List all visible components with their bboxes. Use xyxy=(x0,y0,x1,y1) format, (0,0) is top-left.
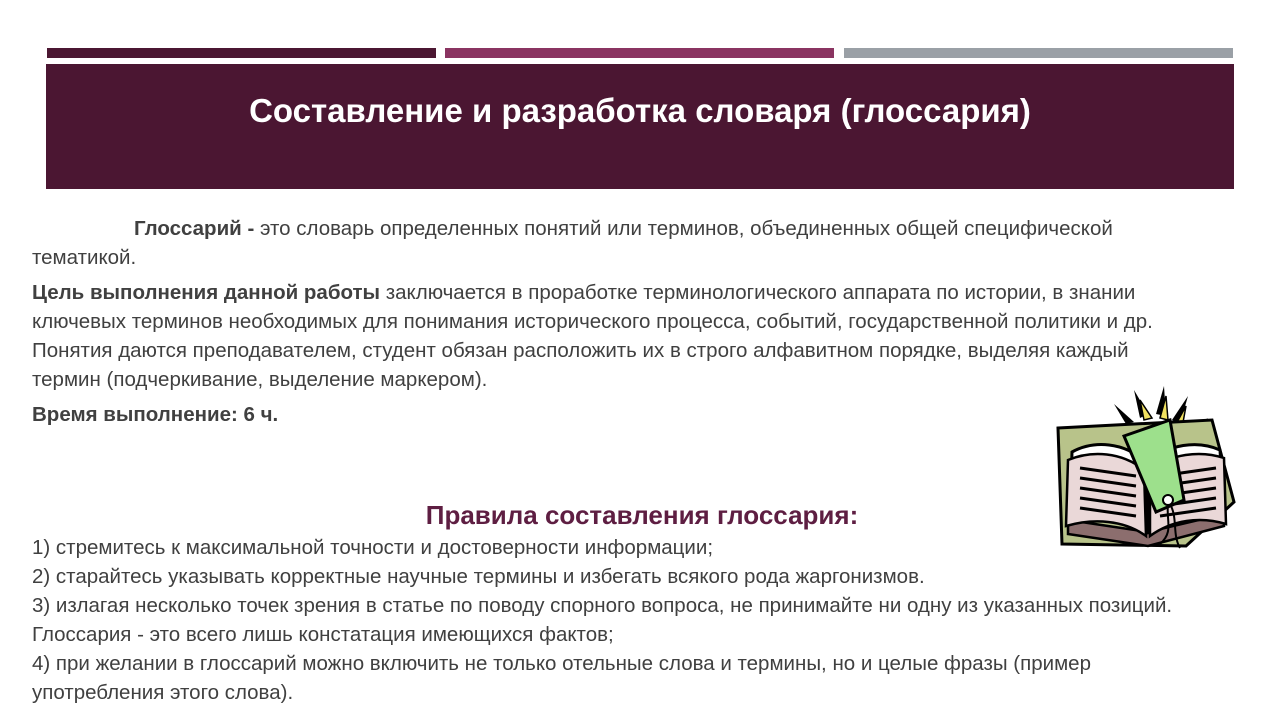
rules-list xyxy=(32,533,1212,707)
open-book-with-bookmark-icon xyxy=(1048,384,1240,556)
goal-text: заключается в проработке терминологического аппарата по истории, в знании ключевых терминов необходимых для понимания исторического процесса, событий, государственной политики и др. xyxy=(32,281,1153,333)
glossary-term: Глоссарий - xyxy=(134,217,255,240)
rule-item: 1) стремитесь к максимальной точности и достоверности информации; xyxy=(32,536,714,559)
header-stripe-medium xyxy=(445,48,834,58)
slide-title: Составление и разработка словаря (глоссария) xyxy=(249,92,1031,129)
goal-paragraph xyxy=(32,278,1190,394)
rule-item: 2) старайтесь указывать корректные научные термины и избегать всякого рода жаргонизмов. xyxy=(32,565,925,588)
glossary-definition-text: это словарь определенных понятий или терминов, объединенных общей специфической тематикой. xyxy=(32,217,1113,269)
title-band xyxy=(46,64,1234,189)
goal-label: Цель выполнения данной работы xyxy=(32,281,381,304)
glossary-definition xyxy=(32,214,1202,272)
goal-note: Понятия даются преподавателем, студент обязан расположить их в строго алфавитном порядке, выделяя каждый термин (подчеркивание, выделение маркером). xyxy=(32,339,1129,391)
header-stripe-gray xyxy=(844,48,1233,58)
slide-body xyxy=(32,214,1202,435)
rule-item: 4) при желании в глоссарий можно включить не только отельные слова и термины, но и целые фразы (пример употребления этого слова). xyxy=(32,652,1091,704)
rule-item: 3) излагая несколько точек зрения в статье по поводу спорного вопроса, не принимайте ни одну из указанных позиций. Глоссария - это всего лишь констатация имеющихся фактов; xyxy=(32,594,1173,646)
time-requirement: Время выполнение: 6 ч. xyxy=(32,403,279,426)
header-stripe-dark xyxy=(47,48,436,58)
rules-heading: Правила составления глоссария: xyxy=(425,500,859,530)
